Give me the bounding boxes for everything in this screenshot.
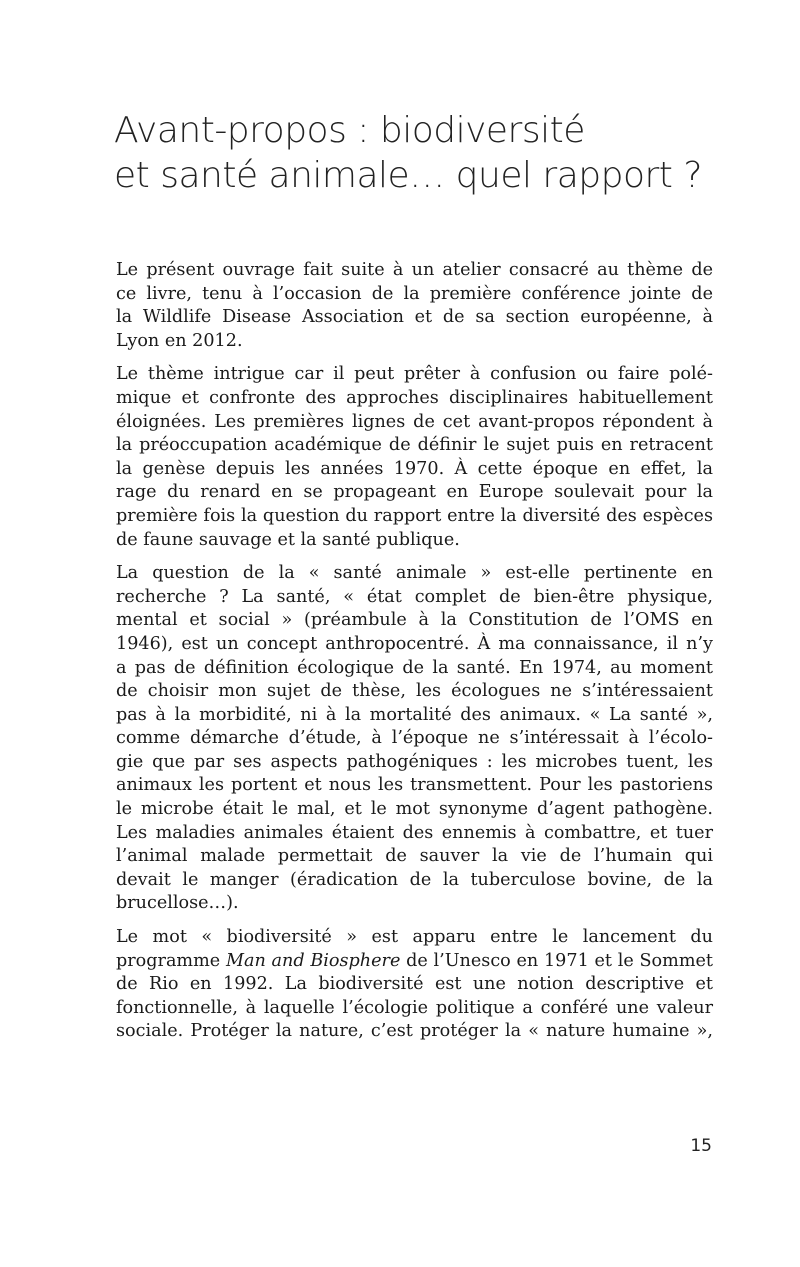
text-segment: de l’Unesco en 1971 et le Sommet [400, 950, 713, 971]
text-line: Lyon en 2012. [116, 330, 243, 351]
text-line: Les maladies animales étaient des ennemis à combattre, et tuer [116, 822, 713, 843]
text-segment: programme [116, 950, 226, 971]
text-line: de Rio en 1992. La biodiversité est une notion descriptive et [116, 974, 713, 995]
text-line: mental et social » (préambule à la Constitution de l’OMS en [116, 610, 713, 631]
text-line: première fois la question du rapport entre la diversité des espèces [116, 505, 713, 526]
text-line: gie que par ses aspects pathogéniques : les microbes tuent, les [116, 751, 713, 772]
text-line: La question de la « santé animale » est-elle pertinente en [116, 563, 713, 584]
text-line: le microbe était le mal, et le mot synonyme d’agent pathogène. [116, 799, 713, 820]
text-line: de choisir mon sujet de thèse, les écologues ne s’intéressaient [116, 681, 713, 702]
text-line: devait le manger (éradication de la tuberculose bovine, de la [116, 869, 713, 890]
text-line: pas à la morbidité, ni à la mortalité des animaux. « La santé », [116, 704, 713, 725]
text-line: a pas de définition écologique de la santé. En 1974, au moment [116, 657, 713, 678]
text-line: comme démarche d’étude, à l’époque ne s’intéressait à l’écolo- [116, 728, 713, 749]
chapter-title [114, 108, 702, 198]
text-line: recherche ? La santé, « état complet de bien-être physique, [116, 586, 713, 607]
page-number: 15 [690, 1136, 712, 1156]
text-line: brucellose…). [116, 893, 239, 914]
text-line: Le thème intrigue car il peut prêter à confusion ou faire polé- [116, 364, 713, 385]
paragraph-1 [116, 259, 713, 353]
text-line [116, 950, 713, 974]
text-line: la Wildlife Disease Association et de sa section européenne, à [116, 307, 713, 328]
text-line: rage du renard en se propageant en Europe soulevait pour la [116, 482, 713, 503]
chapter-title-line-1: Avant-propos : biodiversité [114, 110, 585, 151]
text-line: fonctionnelle, à laquelle l’écologie politique a conféré une valeur [116, 997, 713, 1018]
text-line: ce livre, tenu à l’occasion de la première conférence jointe de [116, 283, 713, 304]
italic-title: Man and Biosphere [225, 950, 401, 971]
text-line: de faune sauvage et la santé publique. [116, 529, 460, 550]
paragraph-3 [116, 562, 713, 916]
paragraph-2 [116, 363, 713, 552]
text-line: la préoccupation académique de définir le sujet puis en retracent [116, 435, 713, 456]
text-line: mique et confronte des approches disciplinaires habituellement [116, 387, 713, 408]
paragraph-4 [116, 926, 713, 1044]
text-line: 1946), est un concept anthropocentré. À ma connaissance, il n’y [116, 633, 713, 654]
text-line: animaux les portent et nous les transmettent. Pour les pastoriens [116, 775, 713, 796]
text-line: l’animal malade permettait de sauver la vie de l’humain qui [116, 846, 713, 867]
text-line: Le présent ouvrage fait suite à un atelier consacré au thème de [116, 260, 713, 280]
text-line: sociale. Protéger la nature, c’est protéger la « nature humaine », [116, 1021, 713, 1042]
text-line: la genèse depuis les années 1970. À cette époque en effet, la [116, 458, 713, 479]
text-line: éloignées. Les premières lignes de cet avant-propos répondent à [116, 411, 713, 432]
body-text [116, 259, 713, 1054]
text-line: Le mot « biodiversité » est apparu entre le lancement du [116, 927, 713, 948]
chapter-title-line-2: et santé animale… quel rapport ? [114, 155, 702, 196]
